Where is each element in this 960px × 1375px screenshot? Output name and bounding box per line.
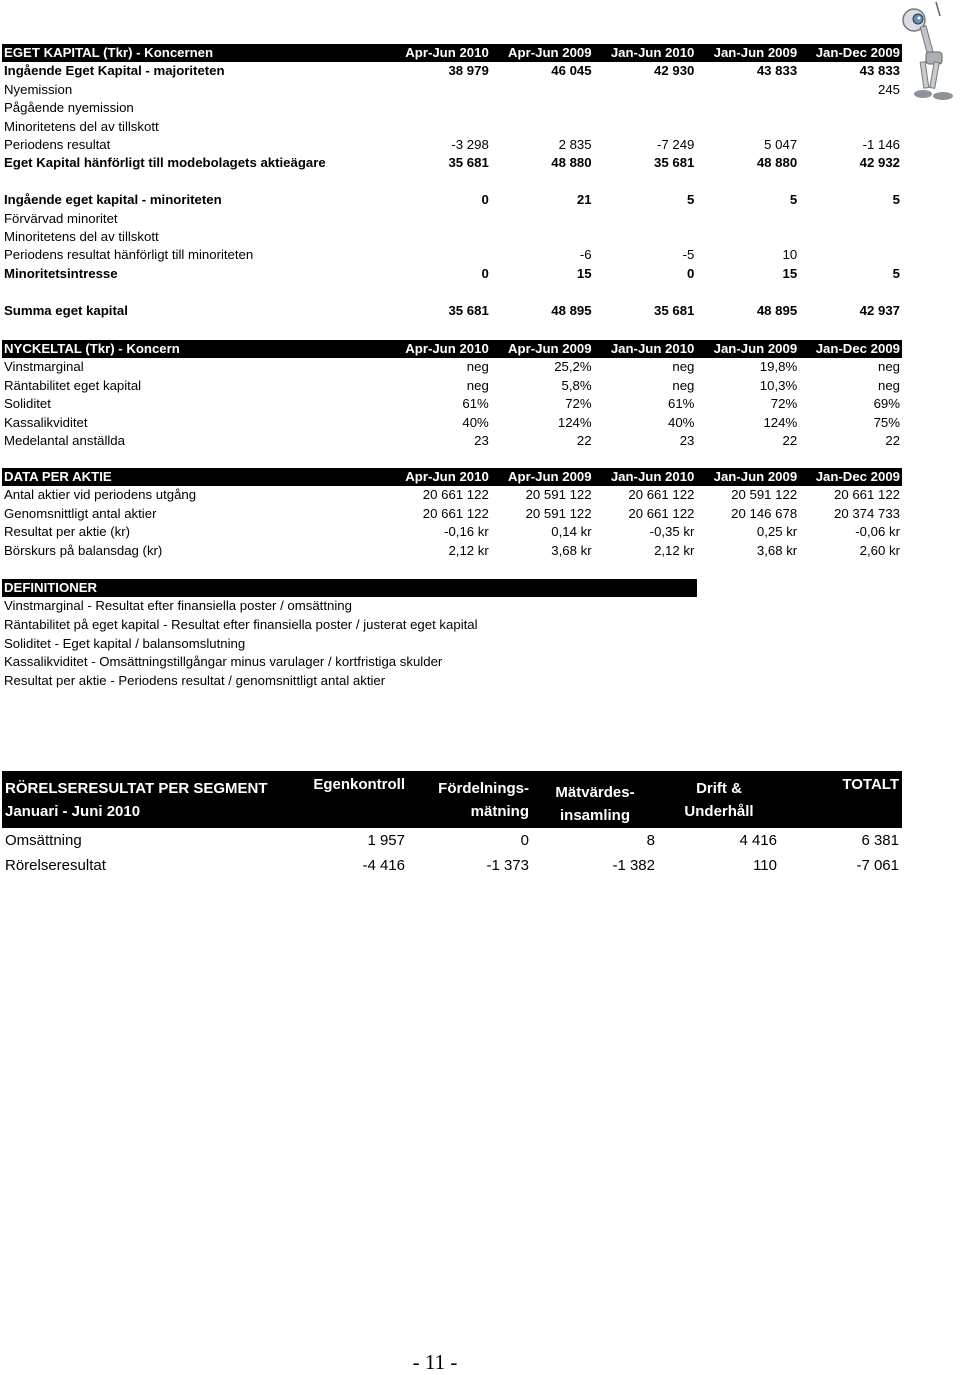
cell-value: -0,06 kr (855, 524, 900, 540)
column-header: Apr-Jun 2009 (491, 468, 594, 486)
cell-value: 3,68 kr (756, 542, 798, 558)
cell-value: 42 932 (859, 155, 900, 171)
cell-value: 42 937 (859, 302, 900, 318)
cell-value: 20 146 678 (731, 505, 798, 521)
cell-value: 5 (892, 265, 900, 281)
row-label: Medelantal anställda (4, 433, 125, 449)
cell-value: 20 661 122 (422, 505, 489, 521)
cell-value: -1 146 (862, 137, 900, 153)
cell-value (491, 173, 594, 191)
cell-value: -3 298 (451, 137, 489, 153)
segment-title-line2: Januari - Juni 2010 (5, 802, 141, 820)
table-row (2, 228, 902, 246)
row-label: Omsättning (5, 832, 82, 849)
cell-value: -7 061 (856, 857, 899, 874)
cell-value: 20 591 122 (525, 505, 592, 521)
table-title: DATA PER AKTIE (2, 468, 388, 486)
column-header: Apr-Jun 2010 (388, 340, 491, 358)
cell-value (696, 210, 799, 228)
segment-table (2, 771, 902, 878)
column-header: Jan-Jun 2009 (696, 468, 799, 486)
cell-value: 22 (576, 433, 592, 449)
header-line1: TOTALT (842, 776, 899, 793)
cell-value: 19,8% (759, 359, 798, 375)
cell-value: 20 661 122 (833, 487, 900, 503)
cell-value (388, 99, 491, 117)
cell-value: 10,3% (759, 377, 798, 393)
column-header: Jan-Dec 2009 (799, 340, 902, 358)
column-header: Apr-Jun 2010 (388, 44, 491, 62)
cell-value (799, 210, 902, 228)
definitioner-title: DEFINITIONER (2, 579, 697, 597)
column-header: Jan-Jun 2009 (696, 340, 799, 358)
cell-value: 5 (789, 192, 798, 208)
cell-value (799, 246, 902, 264)
cell-value: 42 930 (654, 63, 695, 79)
row-label: Nyemission (4, 81, 73, 97)
segment-header-egenkontroll (292, 771, 408, 828)
table-header-row (2, 44, 902, 62)
cell-value: -6 (579, 247, 592, 263)
cell-value (696, 173, 799, 191)
row-label (2, 283, 388, 301)
column-header: Jan-Jun 2010 (594, 468, 697, 486)
cell-value: 40% (667, 414, 695, 430)
segment-header-totalt (780, 771, 902, 828)
cell-value: -0,35 kr (649, 524, 695, 540)
cell-value: 69% (873, 396, 900, 412)
cell-value (491, 81, 594, 99)
table-row (2, 81, 902, 99)
cell-value: 48 880 (756, 155, 798, 171)
data-per-aktie-table (2, 468, 902, 560)
cell-value: -5 (682, 247, 695, 263)
row-label: Eget Kapital hänförligt till modebolagets aktieägare (4, 155, 326, 171)
header-line2: Underhåll (684, 802, 754, 820)
cell-value (594, 210, 697, 228)
row-label: Vinstmarginal (4, 359, 84, 375)
cell-value (594, 173, 697, 191)
cell-value (696, 99, 799, 117)
cell-value (594, 118, 697, 136)
cell-value (491, 228, 594, 246)
header-line2: insamling (559, 806, 630, 824)
cell-value (388, 118, 491, 136)
row-label: Minoritetsintresse (4, 265, 118, 281)
cell-value: neg (877, 377, 900, 393)
cell-value: 25,2% (554, 359, 592, 375)
cell-value: 21 (576, 192, 592, 208)
cell-value: 8 (646, 832, 655, 849)
row-label: Antal aktier vid periodens utgång (4, 487, 197, 503)
cell-value: 245 (877, 81, 900, 97)
cell-value: 2,60 kr (859, 542, 900, 558)
cell-value (388, 228, 491, 246)
cell-value: -7 249 (656, 137, 695, 153)
row-label: Soliditet (4, 396, 51, 412)
row-label: Resultat per aktie (kr) (4, 524, 131, 540)
cell-value (594, 99, 697, 117)
cell-value (491, 283, 594, 301)
cell-value: 20 374 733 (833, 505, 900, 521)
cell-value: -1 373 (486, 857, 529, 874)
cell-value: 75% (873, 414, 900, 430)
segment-header-row (2, 771, 902, 828)
cell-value: 5 047 (764, 137, 798, 153)
cell-value (388, 81, 491, 99)
nyckeltal-body (2, 340, 902, 450)
table-row (2, 523, 902, 541)
header-line1: Drift & (696, 779, 742, 797)
row-label: Summa eget kapital (4, 302, 128, 318)
segment-header-fordelningsmatning (408, 771, 532, 828)
column-header: Apr-Jun 2010 (388, 468, 491, 486)
table-title: NYCKELTAL (Tkr) - Koncern (2, 340, 388, 358)
cell-value (799, 173, 902, 191)
cell-value: neg (672, 377, 695, 393)
table-row (2, 486, 902, 504)
cell-value: 2,12 kr (654, 542, 695, 558)
row-label: Minoritetens del av tillskott (4, 229, 159, 245)
data-per-aktie-body (2, 468, 902, 560)
table-row (2, 853, 902, 878)
row-label: Pågående nyemission (4, 100, 134, 116)
cell-value: 61% (462, 396, 489, 412)
cell-value: -4 416 (362, 857, 405, 874)
cell-value (388, 173, 491, 191)
row-label: Kassalikviditet (4, 414, 88, 430)
cell-value: 22 (885, 433, 900, 449)
row-label: Rörelseresultat (5, 857, 106, 874)
cell-value (388, 210, 491, 228)
nyckeltal-table (2, 340, 902, 450)
page-number: - 11 - (412, 1350, 458, 1374)
cell-value: 23 (474, 433, 489, 449)
row-label: Periodens resultat (4, 137, 111, 153)
cell-value: 48 895 (756, 302, 798, 318)
cell-value: 0 (481, 192, 489, 208)
spacer-row (2, 173, 902, 191)
header-line1: Mätvärdes- (555, 783, 635, 801)
table-header-row (2, 340, 902, 358)
cell-value (696, 81, 799, 99)
definition-line: Kassalikviditet - Omsättningstillgångar minus varulager / kortfristiga skulder (4, 654, 443, 670)
definition-line: Resultat per aktie - Periodens resultat / genomsnittligt antal aktier (4, 672, 386, 688)
cell-value: neg (672, 359, 695, 375)
cell-value: -1 382 (612, 857, 655, 874)
table-row (2, 265, 902, 283)
cell-value: -0,16 kr (444, 524, 489, 540)
cell-value (491, 99, 594, 117)
row-label (2, 173, 388, 191)
cell-value: 5,8% (561, 377, 592, 393)
spacer-row (2, 283, 902, 301)
cell-value: 72% (770, 396, 798, 412)
table-header-row (2, 468, 902, 486)
cell-value: 2,12 kr (448, 542, 489, 558)
table-row (2, 505, 902, 523)
header-line1: Fördelnings- (438, 779, 529, 797)
definition-line: Vinstmarginal - Resultat efter finansiella poster / omsättning (4, 598, 352, 614)
cell-value: 72% (565, 396, 592, 412)
column-header: Apr-Jun 2009 (491, 340, 594, 358)
table-row (2, 62, 902, 80)
cell-value (491, 210, 594, 228)
cell-value: 35 681 (654, 155, 695, 171)
cell-value: 3,68 kr (551, 542, 592, 558)
cell-value (799, 118, 902, 136)
table-row (2, 432, 902, 450)
header-line2: mätning (470, 802, 529, 820)
cell-value: neg (466, 359, 489, 375)
column-header: Jan-Jun 2010 (594, 340, 697, 358)
cell-value: 15 (782, 265, 798, 281)
segment-header-drift-underhall (658, 771, 780, 828)
cell-value (696, 228, 799, 246)
table-row (2, 542, 902, 560)
cell-value (388, 246, 491, 264)
table-row (2, 136, 902, 154)
segment-title (2, 771, 292, 828)
row-label: Förvärvad minoritet (4, 210, 118, 226)
table-title: EGET KAPITAL (Tkr) - Koncernen (2, 44, 388, 62)
cell-value: 15 (576, 265, 592, 281)
cell-value (696, 118, 799, 136)
cell-value: 1 957 (367, 832, 405, 849)
table-row (2, 414, 902, 432)
cell-value (696, 283, 799, 301)
row-label: Börskurs på balansdag (kr) (4, 542, 163, 558)
column-header: Jan-Jun 2010 (594, 44, 697, 62)
cell-value: 0,25 kr (756, 524, 798, 540)
eget-kapital-table (2, 44, 902, 320)
cell-value (491, 118, 594, 136)
table-row (2, 828, 902, 853)
cell-value: 5 (687, 192, 695, 208)
cell-value: 48 880 (551, 155, 592, 171)
cell-value: 40% (462, 414, 489, 430)
row-label: Ingående Eget Kapital - majoriteten (4, 63, 225, 79)
cell-value (799, 228, 902, 246)
cell-value: 35 681 (654, 302, 695, 318)
definitioner-section (2, 579, 697, 690)
cell-value: 20 661 122 (628, 505, 695, 521)
column-header: Jan-Dec 2009 (799, 468, 902, 486)
segment-title-line1: RÖRELSERESULTAT PER SEGMENT (5, 779, 268, 797)
cell-value: 4 416 (739, 832, 777, 849)
cell-value: 0 (520, 832, 529, 849)
definition-line: Räntabilitet på eget kapital - Resultat efter finansiella poster / justerat eget kapital (4, 616, 478, 632)
table-row (2, 358, 902, 376)
table-row (2, 302, 902, 320)
cell-value: 5 (892, 192, 900, 208)
column-header: Jan-Jun 2009 (696, 44, 799, 62)
cell-value: 23 (679, 433, 695, 449)
row-label: Minoritetens del av tillskott (4, 118, 159, 134)
cell-value: 35 681 (448, 155, 489, 171)
table-row (2, 154, 902, 172)
table-row (2, 118, 902, 136)
row-label: Räntabilitet eget kapital (4, 377, 142, 393)
cell-value: 48 895 (551, 302, 592, 318)
header-line1: Egenkontroll (313, 776, 405, 793)
cell-value (594, 283, 697, 301)
cell-value: 20 661 122 (422, 487, 489, 503)
cell-value: 43 833 (859, 63, 900, 79)
cell-value: 10 (782, 247, 798, 263)
cell-value: 35 681 (448, 302, 489, 318)
eget-kapital-body (2, 44, 902, 320)
cell-value: 0 (687, 265, 695, 281)
cell-value: 20 661 122 (628, 487, 695, 503)
segment-header-matvardesinsamling (532, 771, 658, 828)
cell-value (388, 283, 491, 301)
cell-value: neg (466, 377, 489, 393)
row-label: Genomsnittligt antal aktier (4, 505, 157, 521)
cell-value: 0,14 kr (551, 524, 592, 540)
definition-line: Soliditet - Eget kapital / balansomslutning (4, 635, 246, 651)
cell-value: 38 979 (448, 63, 489, 79)
cell-value: 6 381 (861, 832, 899, 849)
cell-value: 110 (753, 857, 777, 874)
table-row (2, 377, 902, 395)
row-label: Periodens resultat hänförligt till minoriteten (4, 247, 254, 263)
column-header: Apr-Jun 2009 (491, 44, 594, 62)
cell-value: 61% (667, 396, 695, 412)
table-row (2, 210, 902, 228)
row-label: Ingående eget kapital - minoriteten (4, 192, 222, 208)
cell-value: 22 (782, 433, 798, 449)
cell-value: 20 591 122 (525, 487, 592, 503)
cell-value (799, 99, 902, 117)
table-row (2, 395, 902, 413)
table-row (2, 99, 902, 117)
cell-value (594, 81, 697, 99)
cell-value: 2 835 (558, 137, 592, 153)
cell-value: 20 591 122 (731, 487, 798, 503)
cell-value: 0 (481, 265, 489, 281)
cell-value: 46 045 (551, 63, 592, 79)
table-row (2, 246, 902, 264)
cell-value (594, 228, 697, 246)
table-row (2, 191, 902, 209)
cell-value: neg (877, 359, 900, 375)
cell-value: 124% (557, 414, 592, 430)
column-header: Jan-Dec 2009 (799, 44, 902, 62)
cell-value: 43 833 (756, 63, 798, 79)
cell-value: 124% (763, 414, 798, 430)
cell-value (799, 283, 902, 301)
